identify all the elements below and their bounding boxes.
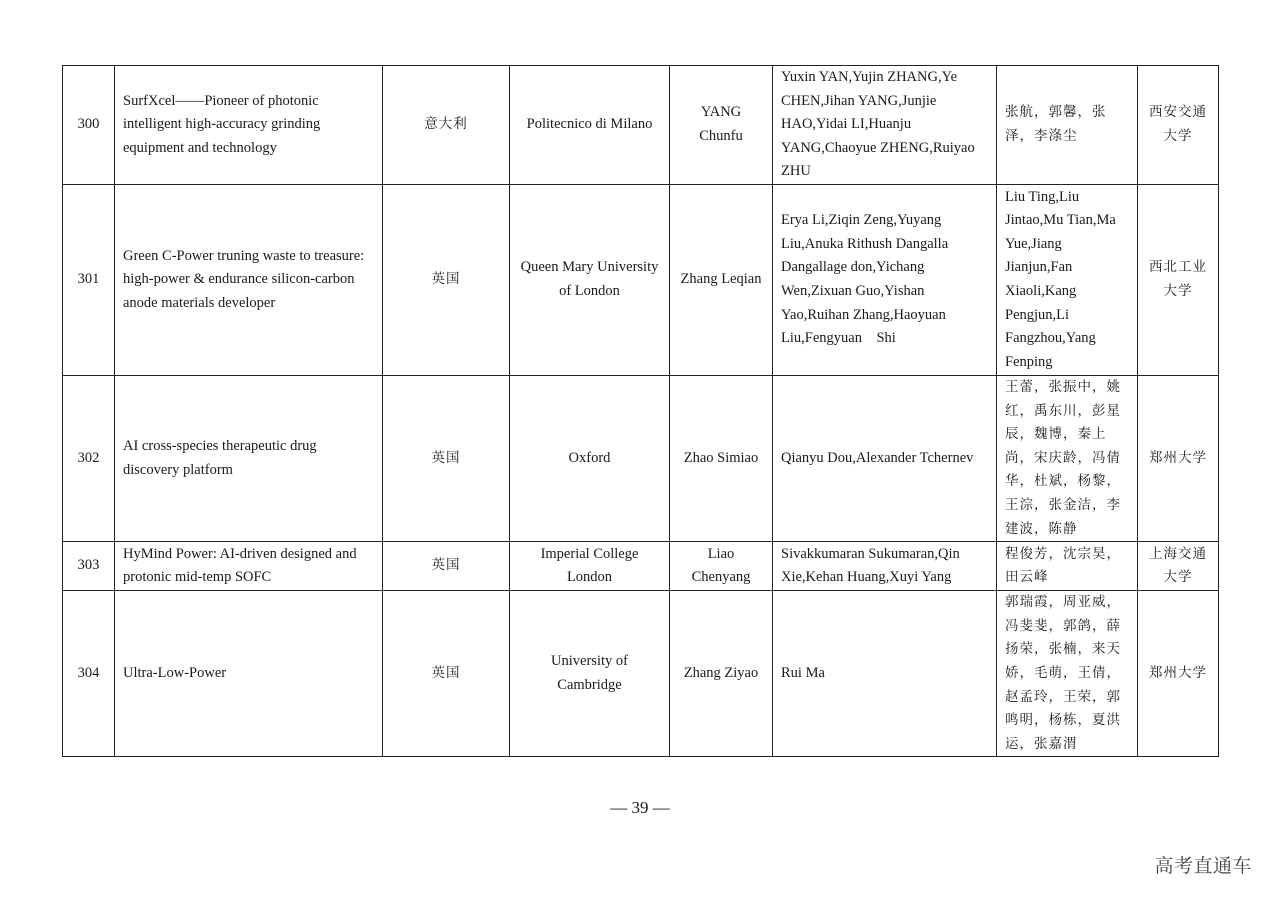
project-university: University of Cambridge xyxy=(510,591,670,757)
project-mentors: 张航，郭馨，张泽，李涤尘 xyxy=(997,66,1138,185)
project-members: Sivakkumaran Sukumaran,Qin Xie,Kehan Huang,Xuyi Yang xyxy=(773,542,997,591)
project-id: 300 xyxy=(63,66,115,185)
project-name: Green C-Power truning waste to treasure: high-power & endurance silicon-carbon anode materials developer xyxy=(115,185,383,376)
project-mentors: 程俊芳，沈宗昊，田云峰 xyxy=(997,542,1138,591)
table-row xyxy=(63,66,1219,185)
project-country: 意大利 xyxy=(383,66,510,185)
project-host: 郑州大学 xyxy=(1138,376,1219,542)
table-row xyxy=(63,185,1219,376)
project-name: AI cross-species therapeutic drug discovery platform xyxy=(115,376,383,542)
project-host: 西安交通大学 xyxy=(1138,66,1219,185)
project-members: Qianyu Dou,Alexander Tchernev xyxy=(773,376,997,542)
project-name: HyMind Power: AI-driven designed and protonic mid-temp SOFC xyxy=(115,542,383,591)
project-id: 304 xyxy=(63,591,115,757)
page-number: — 39 — xyxy=(610,798,670,817)
project-leader: Liao Chenyang xyxy=(670,542,773,591)
project-members: Erya Li,Ziqin Zeng,Yuyang Liu,Anuka Rithush Dangalla Dangallage don,Yichang Wen,Zixuan Guo,Yishan Yao,Ruihan Zhang,Haoyuan Liu,Fengyuan Shi xyxy=(773,185,997,376)
project-host: 西北工业大学 xyxy=(1138,185,1219,376)
project-leader: Zhang Ziyao xyxy=(670,591,773,757)
project-mentors: 王蕾，张振中，姚红，禹东川，彭星辰，魏博，秦上尚，宋庆龄，冯倩华，杜斌，杨黎，王淙，张金洁，李建波，陈静 xyxy=(997,376,1138,542)
project-leader: Zhao Simiao xyxy=(670,376,773,542)
project-members: Yuxin YAN,Yujin ZHANG,Ye CHEN,Jihan YANG,Junjie HAO,Yidai LI,Huanju YANG,Chaoyue ZHENG,Ruiyao ZHU xyxy=(773,66,997,185)
project-host: 上海交通大学 xyxy=(1138,542,1219,591)
table-row xyxy=(63,591,1219,757)
project-name: Ultra-Low-Power xyxy=(115,591,383,757)
table-row xyxy=(63,542,1219,591)
project-mentors: 郭瑞霞，周亚威，冯斐斐，郭鸽，薛扬荣，张楠，来天娇，毛萌，王倩，赵孟玲，王荣，郭鸣明，杨栋，夏洪运，张嘉渭 xyxy=(997,591,1138,757)
project-university: Queen Mary University of London xyxy=(510,185,670,376)
project-leader: Zhang Leqian xyxy=(670,185,773,376)
project-id: 303 xyxy=(63,542,115,591)
projects-table xyxy=(62,65,1219,757)
project-university: Imperial College London xyxy=(510,542,670,591)
project-country: 英国 xyxy=(383,376,510,542)
project-leader: YANG Chunfu xyxy=(670,66,773,185)
project-mentors: Liu Ting,Liu Jintao,Mu Tian,Ma Yue,Jiang Jianjun,Fan Xiaoli,Kang Pengjun,Li Fangzhou,Yang Fenping xyxy=(997,185,1138,376)
project-country: 英国 xyxy=(383,591,510,757)
project-name: SurfXcel——Pioneer of photonic intelligent high-accuracy grinding equipment and technology xyxy=(115,66,383,185)
project-university: Oxford xyxy=(510,376,670,542)
project-id: 302 xyxy=(63,376,115,542)
project-university: Politecnico di Milano xyxy=(510,66,670,185)
project-country: 英国 xyxy=(383,542,510,591)
project-host: 郑州大学 xyxy=(1138,591,1219,757)
project-country: 英国 xyxy=(383,185,510,376)
project-members: Rui Ma xyxy=(773,591,997,757)
project-id: 301 xyxy=(63,185,115,376)
watermark-logo: 高考直通车 xyxy=(1154,855,1252,877)
table-row xyxy=(63,376,1219,542)
